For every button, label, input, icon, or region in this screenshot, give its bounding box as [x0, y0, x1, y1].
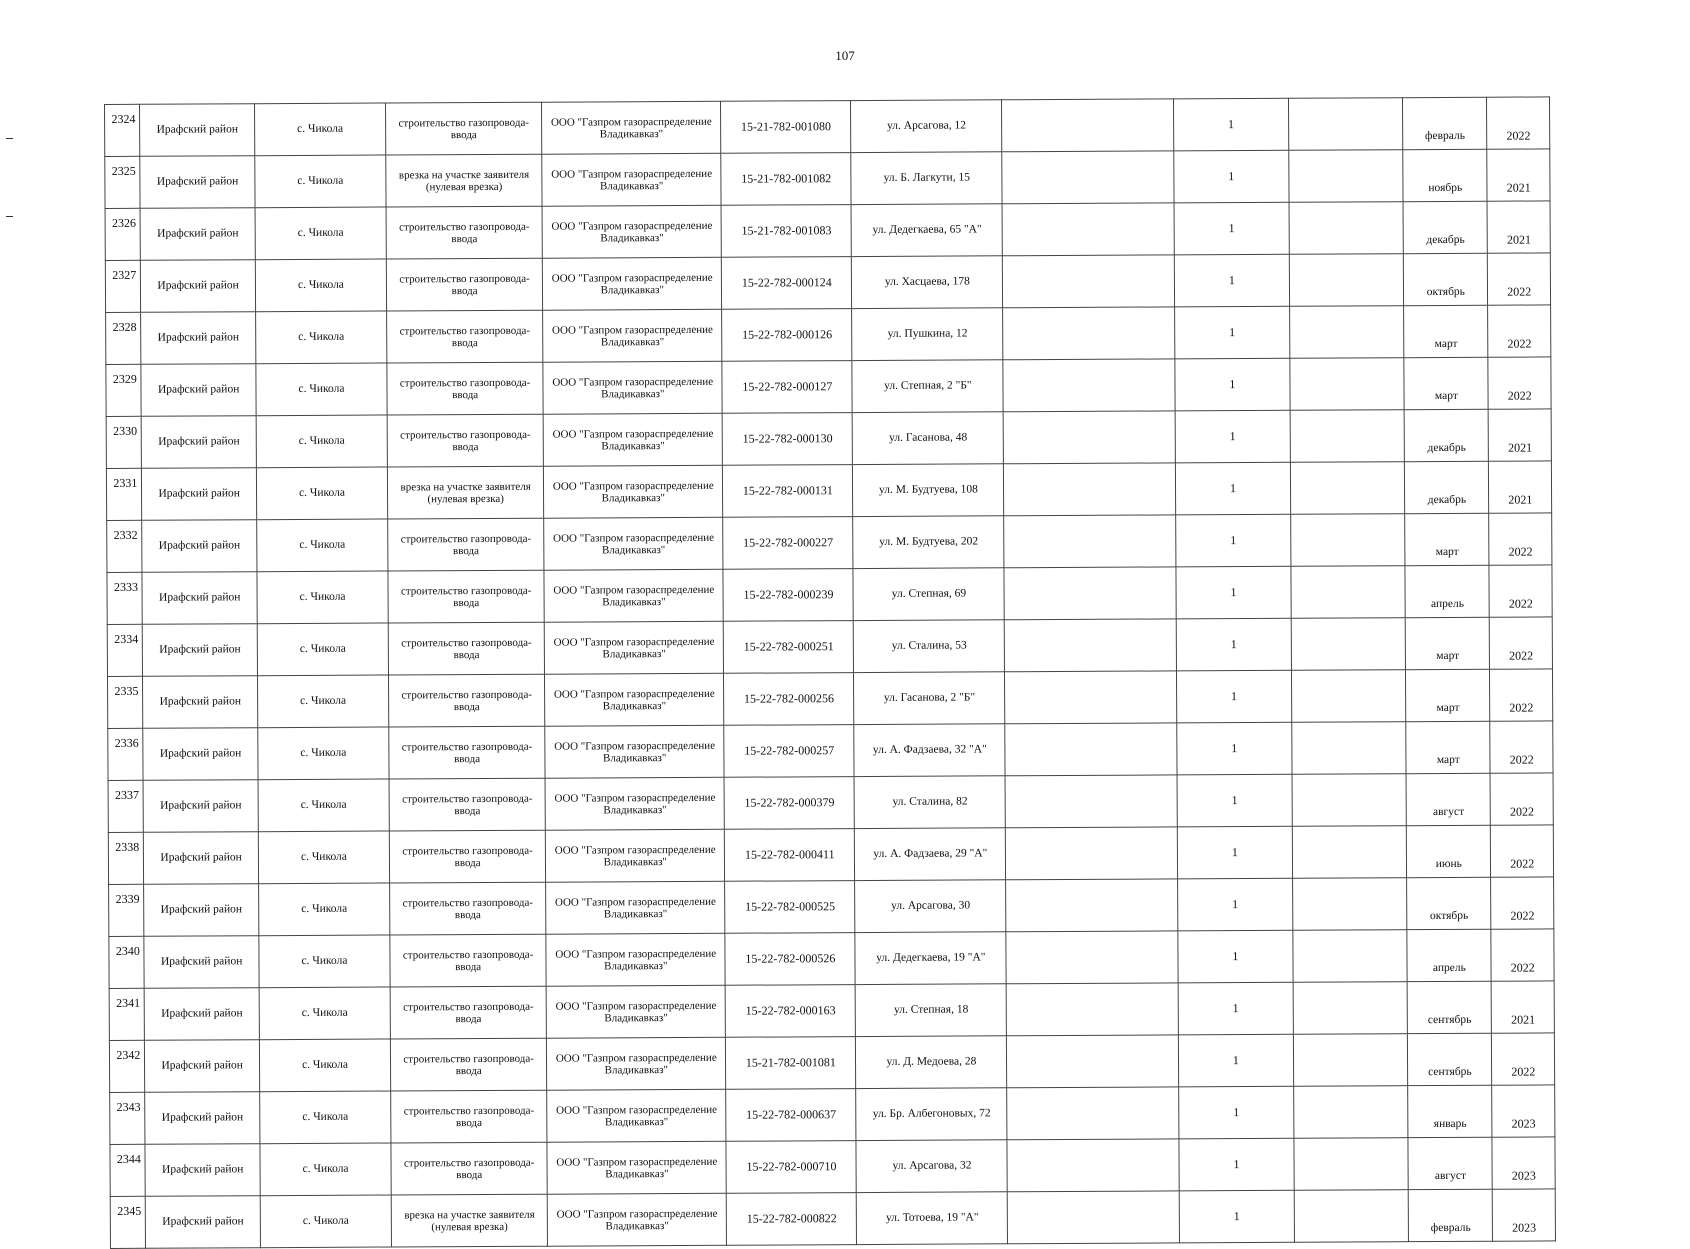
work-type-cell: строительство газопровода-ввода — [387, 414, 543, 467]
organization-cell: ООО "Газпром газораспределение Владикавказ" — [542, 101, 721, 154]
year-cell: 2022 — [1487, 97, 1550, 149]
address-cell: ул. Степная, 18 — [856, 984, 1007, 1037]
table-row — [105, 97, 1550, 157]
district-cell: Ирафский район — [143, 624, 258, 677]
locality-cell: с. Чикола — [260, 1143, 391, 1196]
work-type-cell: строительство газопровода-ввода — [390, 1038, 546, 1091]
table-row — [107, 513, 1552, 573]
table-row — [105, 201, 1550, 261]
district-cell: Ирафский район — [145, 1040, 260, 1093]
row-number: 2343 — [110, 1092, 146, 1144]
table-row — [109, 929, 1554, 989]
month-cell: декабрь — [1405, 461, 1490, 513]
month-cell: октябрь — [1407, 877, 1492, 929]
work-type-cell: строительство газопровода-ввода — [386, 206, 542, 259]
organization-cell: ООО "Газпром газораспределение Владикавказ" — [547, 1193, 726, 1246]
month-cell: февраль — [1408, 1189, 1493, 1241]
year-cell: 2021 — [1492, 981, 1555, 1033]
row-number: 2332 — [107, 520, 143, 572]
organization-cell: ООО "Газпром газораспределение Владикавказ" — [544, 517, 723, 570]
table-row — [106, 357, 1551, 417]
organization-cell: ООО "Газпром газораспределение Владикавказ" — [543, 257, 722, 310]
address-cell: ул. Хасцаева, 178 — [852, 256, 1003, 309]
district-cell: Ирафский район — [145, 1144, 260, 1197]
table-row — [105, 253, 1550, 313]
address-cell: ул. Б. Лагкути, 15 — [851, 152, 1002, 205]
empty-cell — [1006, 827, 1178, 880]
year-cell: 2022 — [1488, 305, 1551, 357]
empty-cell — [1008, 1191, 1180, 1244]
month-cell: декабрь — [1404, 409, 1489, 461]
table-row — [109, 981, 1554, 1041]
table-row — [108, 721, 1553, 781]
month-cell: март — [1406, 669, 1491, 721]
organization-cell: ООО "Газпром газораспределение Владикавказ" — [546, 985, 725, 1038]
work-type-cell: врезка на участке заявителя (нулевая врезка) — [391, 1194, 547, 1247]
quantity-cell: 1 — [1179, 1138, 1294, 1191]
application-number-cell: 15-22-782-000131 — [723, 465, 853, 518]
year-cell: 2022 — [1490, 669, 1553, 721]
month-cell: июнь — [1406, 825, 1491, 877]
table-row — [106, 305, 1551, 365]
application-number-cell: 15-22-782-000379 — [724, 777, 854, 830]
month-cell: сентябрь — [1408, 1033, 1493, 1085]
organization-cell: ООО "Газпром газораспределение Владикавказ" — [545, 725, 724, 778]
year-cell: 2021 — [1489, 409, 1552, 461]
empty-cell — [1004, 567, 1176, 620]
row-number: 2337 — [108, 780, 144, 832]
organization-cell: ООО "Газпром газораспределение Владикавказ" — [542, 153, 721, 206]
quantity-cell: 1 — [1176, 462, 1291, 515]
empty-cell — [1291, 722, 1406, 775]
row-number: 2325 — [105, 156, 141, 208]
locality-cell: с. Чикола — [257, 623, 388, 676]
address-cell: ул. Дедегкаева, 65 "А" — [851, 204, 1002, 257]
table-row — [110, 1189, 1555, 1249]
empty-cell — [1290, 410, 1405, 463]
empty-cell — [1294, 1138, 1409, 1191]
locality-cell: с. Чикола — [259, 1039, 390, 1092]
row-number: 2333 — [107, 572, 143, 624]
quantity-cell: 1 — [1178, 930, 1293, 983]
empty-cell — [1006, 931, 1178, 984]
work-type-cell: строительство газопровода-ввода — [389, 674, 545, 727]
district-cell: Ирафский район — [140, 104, 255, 157]
row-number: 2329 — [106, 364, 142, 416]
empty-cell — [1290, 514, 1405, 567]
empty-cell — [1004, 515, 1176, 568]
month-cell: август — [1406, 773, 1491, 825]
application-number-cell: 15-22-782-000251 — [724, 621, 854, 674]
work-type-cell: строительство газопровода-ввода — [391, 1090, 547, 1143]
locality-cell: с. Чикола — [259, 987, 390, 1040]
year-cell: 2023 — [1493, 1189, 1556, 1241]
district-cell: Ирафский район — [144, 936, 259, 989]
empty-cell — [1288, 150, 1403, 203]
locality-cell: с. Чикола — [258, 779, 389, 832]
month-cell: март — [1406, 721, 1491, 773]
work-type-cell: строительство газопровода-ввода — [386, 258, 542, 311]
application-number-cell: 15-22-782-000525 — [725, 881, 855, 934]
margin-tick-mark — [6, 216, 13, 217]
table-row — [109, 877, 1554, 937]
application-number-cell: 15-21-782-001081 — [726, 1037, 856, 1090]
empty-cell — [1289, 254, 1404, 307]
application-number-cell: 15-22-782-000127 — [722, 361, 852, 414]
locality-cell: с. Чикола — [255, 259, 386, 312]
district-cell: Ирафский район — [142, 572, 257, 625]
application-number-cell: 15-22-782-000256 — [724, 673, 854, 726]
row-number: 2338 — [108, 832, 144, 884]
application-number-cell: 15-21-782-001082 — [721, 153, 851, 206]
empty-cell — [1292, 826, 1407, 879]
locality-cell: с. Чикола — [257, 519, 388, 572]
margin-tick-mark — [6, 138, 13, 139]
month-cell: август — [1408, 1137, 1493, 1189]
table-row — [107, 617, 1552, 677]
address-cell: ул. Бр. Албегоновых, 72 — [856, 1088, 1007, 1141]
quantity-cell: 1 — [1174, 150, 1289, 203]
month-cell: октябрь — [1403, 253, 1488, 305]
organization-cell: ООО "Газпром газораспределение Владикавказ" — [544, 465, 723, 518]
work-type-cell: строительство газопровода-ввода — [388, 570, 544, 623]
empty-cell — [1293, 1086, 1408, 1139]
empty-cell — [1007, 1087, 1179, 1140]
application-number-cell: 15-22-782-000126 — [722, 309, 852, 362]
table-row — [110, 1137, 1555, 1197]
district-cell: Ирафский район — [145, 1092, 260, 1145]
year-cell: 2022 — [1492, 1033, 1555, 1085]
organization-cell: ООО "Газпром газораспределение Владикавказ" — [547, 1141, 726, 1194]
district-cell: Ирафский район — [143, 780, 258, 833]
organization-cell: ООО "Газпром газораспределение Владикавказ" — [546, 881, 725, 934]
table-row — [107, 565, 1552, 625]
district-cell: Ирафский район — [144, 884, 259, 937]
work-type-cell: строительство газопровода-ввода — [391, 1142, 547, 1195]
empty-cell — [1292, 878, 1407, 931]
work-type-cell: строительство газопровода-ввода — [389, 778, 545, 831]
year-cell: 2021 — [1489, 461, 1552, 513]
month-cell: апрель — [1407, 929, 1492, 981]
empty-cell — [1007, 1139, 1179, 1192]
row-number: 2341 — [109, 988, 145, 1040]
organization-cell: ООО "Газпром газораспределение Владикавказ" — [547, 1089, 726, 1142]
district-cell: Ирафский район — [145, 988, 260, 1041]
address-cell: ул. Степная, 2 "Б" — [852, 360, 1003, 413]
application-number-cell: 15-22-782-000822 — [727, 1193, 857, 1246]
locality-cell: с. Чикола — [255, 207, 386, 260]
empty-cell — [1006, 879, 1178, 932]
organization-cell: ООО "Газпром газораспределение Владикавказ" — [543, 309, 722, 362]
work-type-cell: строительство газопровода-ввода — [389, 726, 545, 779]
locality-cell: с. Чикола — [260, 1195, 391, 1248]
work-type-cell: врезка на участке заявителя (нулевая врезка) — [386, 154, 542, 207]
table-row — [108, 773, 1553, 833]
table-row — [110, 1085, 1555, 1145]
empty-cell — [1007, 1035, 1179, 1088]
table-row — [105, 149, 1550, 209]
empty-cell — [1005, 723, 1177, 776]
locality-cell: с. Чикола — [256, 415, 387, 468]
year-cell: 2023 — [1492, 1085, 1555, 1137]
quantity-cell: 1 — [1177, 826, 1292, 879]
locality-cell: с. Чикола — [254, 103, 385, 156]
year-cell: 2023 — [1492, 1137, 1555, 1189]
application-number-cell: 15-22-782-000526 — [725, 933, 855, 986]
district-cell: Ирафский район — [143, 728, 258, 781]
empty-cell — [1003, 411, 1175, 464]
year-cell: 2022 — [1489, 565, 1552, 617]
organization-cell: ООО "Газпром газораспределение Владикавказ" — [544, 569, 723, 622]
empty-cell — [1291, 618, 1406, 671]
address-cell: ул. Сталина, 82 — [854, 776, 1005, 829]
month-cell: март — [1404, 357, 1489, 409]
quantity-cell: 1 — [1174, 254, 1289, 307]
application-number-cell: 15-22-782-000411 — [725, 829, 855, 882]
empty-cell — [1005, 775, 1177, 828]
empty-cell — [1289, 306, 1404, 359]
empty-cell — [1292, 930, 1407, 983]
address-cell: ул. М. Будтуева, 108 — [853, 464, 1004, 517]
empty-cell — [1003, 255, 1175, 308]
year-cell: 2022 — [1490, 617, 1553, 669]
table-row — [106, 461, 1551, 521]
locality-cell: с. Чикола — [255, 155, 386, 208]
district-cell: Ирафский район — [141, 364, 256, 417]
locality-cell: с. Чикола — [258, 883, 389, 936]
address-cell: ул. Дедегкаева, 19 "А" — [855, 932, 1006, 985]
empty-cell — [1291, 670, 1406, 723]
table-row — [108, 825, 1553, 885]
address-cell: ул. А. Фадзаева, 29 "А" — [855, 828, 1006, 881]
empty-cell — [1289, 202, 1404, 255]
application-number-cell: 15-21-782-001083 — [721, 205, 851, 258]
empty-cell — [1292, 774, 1407, 827]
year-cell: 2022 — [1488, 357, 1551, 409]
address-cell: ул. Гасанова, 48 — [853, 412, 1004, 465]
row-number: 2331 — [106, 468, 142, 520]
address-cell: ул. Гасанова, 2 "Б" — [854, 672, 1005, 725]
district-cell: Ирафский район — [143, 676, 258, 729]
empty-cell — [1006, 983, 1178, 1036]
locality-cell: с. Чикола — [258, 727, 389, 780]
empty-cell — [1003, 307, 1175, 360]
row-number: 2336 — [108, 728, 144, 780]
organization-cell: ООО "Газпром газораспределение Владикавказ" — [542, 205, 721, 258]
year-cell: 2022 — [1491, 877, 1554, 929]
organization-cell: ООО "Газпром газораспределение Владикавказ" — [546, 829, 725, 882]
address-cell: ул. Арсагова, 12 — [851, 100, 1002, 153]
organization-cell: ООО "Газпром газораспределение Владикавказ" — [543, 361, 722, 414]
district-cell: Ирафский район — [141, 260, 256, 313]
work-type-cell: строительство газопровода-ввода — [387, 310, 543, 363]
district-cell: Ирафский район — [140, 156, 255, 209]
application-number-cell: 15-22-782-000227 — [723, 517, 853, 570]
empty-cell — [1294, 1190, 1409, 1243]
table-row — [106, 409, 1551, 469]
work-type-cell: врезка на участке заявителя (нулевая врезка) — [387, 466, 543, 519]
table-row — [109, 1033, 1554, 1093]
quantity-cell: 1 — [1175, 358, 1290, 411]
empty-cell — [1003, 359, 1175, 412]
quantity-cell: 1 — [1175, 306, 1290, 359]
row-number: 2345 — [110, 1196, 146, 1248]
year-cell: 2022 — [1491, 929, 1554, 981]
year-cell: 2021 — [1487, 149, 1550, 201]
empty-cell — [1002, 99, 1174, 152]
quantity-cell: 1 — [1175, 410, 1290, 463]
address-cell: ул. Пушкина, 12 — [852, 308, 1003, 361]
year-cell: 2021 — [1488, 201, 1551, 253]
row-number: 2324 — [105, 104, 141, 156]
row-number: 2342 — [109, 1040, 145, 1092]
application-number-cell: 15-22-782-000124 — [722, 257, 852, 310]
quantity-cell: 1 — [1174, 98, 1289, 151]
quantity-cell: 1 — [1176, 618, 1291, 671]
row-number: 2326 — [105, 208, 141, 260]
locality-cell: с. Чикола — [257, 571, 388, 624]
row-number: 2340 — [109, 936, 145, 988]
page-number: 107 — [835, 48, 855, 63]
quantity-cell: 1 — [1179, 1034, 1294, 1087]
empty-cell — [1293, 1034, 1408, 1087]
month-cell: апрель — [1405, 565, 1490, 617]
district-cell: Ирафский район — [140, 208, 255, 261]
month-cell: январь — [1408, 1085, 1493, 1137]
work-type-cell: строительство газопровода-ввода — [386, 102, 542, 155]
month-cell: сентябрь — [1407, 981, 1492, 1033]
organization-cell: ООО "Газпром газораспределение Владикавказ" — [545, 673, 724, 726]
row-number: 2344 — [110, 1144, 146, 1196]
empty-cell — [1005, 671, 1177, 724]
work-type-cell: строительство газопровода-ввода — [390, 934, 546, 987]
application-number-cell: 15-22-782-000163 — [725, 985, 855, 1038]
organization-cell: ООО "Газпром газораспределение Владикавказ" — [543, 413, 722, 466]
year-cell: 2022 — [1489, 513, 1552, 565]
empty-cell — [1002, 203, 1174, 256]
work-type-cell: строительство газопровода-ввода — [388, 622, 544, 675]
locality-cell: с. Чикола — [256, 467, 387, 520]
year-cell: 2022 — [1490, 721, 1553, 773]
quantity-cell: 1 — [1179, 1190, 1294, 1243]
locality-cell: с. Чикола — [257, 675, 388, 728]
work-type-cell: строительство газопровода-ввода — [388, 518, 544, 571]
empty-cell — [1002, 151, 1174, 204]
application-number-cell: 15-22-782-000239 — [723, 569, 853, 622]
district-cell: Ирафский район — [142, 520, 257, 573]
district-cell: Ирафский район — [141, 312, 256, 365]
month-cell: декабрь — [1403, 201, 1488, 253]
month-cell: март — [1404, 305, 1489, 357]
gas-connection-register-table — [104, 96, 1556, 1249]
work-type-cell: строительство газопровода-ввода — [390, 882, 546, 935]
table-row — [107, 669, 1552, 729]
address-cell: ул. Сталина, 53 — [854, 620, 1005, 673]
month-cell: февраль — [1403, 97, 1488, 149]
quantity-cell: 1 — [1177, 722, 1292, 775]
table-body — [105, 97, 1556, 1249]
district-cell: Ирафский район — [142, 468, 257, 521]
address-cell: ул. М. Будтуева, 202 — [853, 516, 1004, 569]
year-cell: 2022 — [1488, 253, 1551, 305]
empty-cell — [1290, 358, 1405, 411]
quantity-cell: 1 — [1174, 202, 1289, 255]
work-type-cell: строительство газопровода-ввода — [389, 830, 545, 883]
application-number-cell: 15-22-782-000257 — [724, 725, 854, 778]
application-number-cell: 15-21-782-001080 — [721, 101, 851, 154]
row-number: 2335 — [107, 676, 143, 728]
district-cell: Ирафский район — [146, 1196, 261, 1249]
application-number-cell: 15-22-782-000637 — [726, 1089, 856, 1142]
locality-cell: с. Чикола — [260, 1091, 391, 1144]
address-cell: ул. А. Фадзаева, 32 "А" — [854, 724, 1005, 777]
locality-cell: с. Чикола — [255, 311, 386, 364]
empty-cell — [1004, 463, 1176, 516]
empty-cell — [1291, 566, 1406, 619]
row-number: 2328 — [106, 312, 142, 364]
row-number: 2334 — [107, 624, 143, 676]
empty-cell — [1290, 462, 1405, 515]
year-cell: 2022 — [1491, 773, 1554, 825]
empty-cell — [1288, 98, 1403, 151]
organization-cell: ООО "Газпром газораспределение Владикавказ" — [545, 777, 724, 830]
row-number: 2339 — [109, 884, 145, 936]
organization-cell: ООО "Газпром газораспределение Владикавказ" — [544, 621, 723, 674]
address-cell: ул. Арсагова, 32 — [856, 1140, 1007, 1193]
district-cell: Ирафский район — [144, 832, 259, 885]
address-cell: ул. Д. Медоева, 28 — [856, 1036, 1007, 1089]
address-cell: ул. Степная, 69 — [853, 568, 1004, 621]
application-number-cell: 15-22-782-000710 — [726, 1141, 856, 1194]
quantity-cell: 1 — [1177, 774, 1292, 827]
quantity-cell: 1 — [1179, 1086, 1294, 1139]
address-cell: ул. Тотоева, 19 "А" — [857, 1192, 1008, 1245]
address-cell: ул. Арсагова, 30 — [855, 880, 1006, 933]
locality-cell: с. Чикола — [256, 363, 387, 416]
quantity-cell: 1 — [1177, 670, 1292, 723]
locality-cell: с. Чикола — [259, 935, 390, 988]
quantity-cell: 1 — [1176, 566, 1291, 619]
year-cell: 2022 — [1491, 825, 1554, 877]
application-number-cell: 15-22-782-000130 — [722, 413, 852, 466]
empty-cell — [1293, 982, 1408, 1035]
month-cell: ноябрь — [1403, 149, 1488, 201]
organization-cell: ООО "Газпром газораспределение Владикавказ" — [547, 1037, 726, 1090]
work-type-cell: строительство газопровода-ввода — [387, 362, 543, 415]
organization-cell: ООО "Газпром газораспределение Владикавказ" — [546, 933, 725, 986]
quantity-cell: 1 — [1178, 878, 1293, 931]
row-number: 2327 — [105, 260, 141, 312]
month-cell: март — [1405, 513, 1490, 565]
locality-cell: с. Чикола — [258, 831, 389, 884]
district-cell: Ирафский район — [142, 416, 257, 469]
quantity-cell: 1 — [1178, 982, 1293, 1035]
month-cell: март — [1405, 617, 1490, 669]
empty-cell — [1005, 619, 1177, 672]
work-type-cell: строительство газопровода-ввода — [390, 986, 546, 1039]
quantity-cell: 1 — [1176, 514, 1291, 567]
row-number: 2330 — [106, 416, 142, 468]
